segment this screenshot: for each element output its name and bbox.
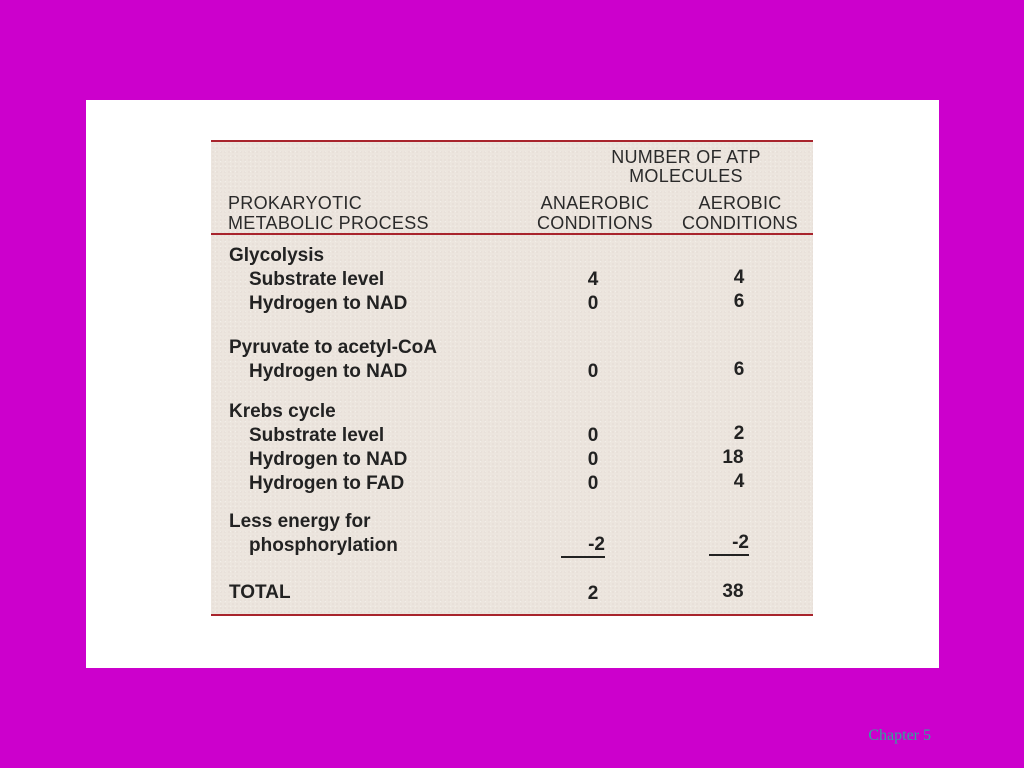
row-label-item: Hydrogen to FAD	[249, 473, 405, 494]
cell-aerobic: 2	[733, 423, 745, 444]
cell-aerobic-total: 38	[722, 581, 744, 602]
cell-anaerobic: 0	[587, 449, 599, 470]
cell-anaerobic-total: 2	[587, 583, 599, 604]
cell-aerobic: 6	[733, 291, 745, 312]
cell-anaerobic: 0	[587, 361, 599, 382]
cell-aerobic: -2	[709, 533, 749, 556]
row-label-section: Pyruvate to acetyl-CoA	[229, 337, 438, 358]
row-label-item: Hydrogen to NAD	[249, 293, 408, 314]
row-label-total: TOTAL	[229, 582, 291, 603]
cell-anaerobic: 0	[587, 425, 599, 446]
cell-anaerobic: -2	[561, 535, 605, 558]
row-label-section: Krebs cycle	[229, 401, 336, 422]
row-label-item: Hydrogen to NAD	[249, 449, 408, 470]
header-divider	[211, 233, 813, 235]
chapter-label: Chapter 5	[868, 727, 931, 744]
row-label-item: Substrate level	[249, 425, 385, 446]
header-anaerobic: ANAEROBIC CONDITIONS	[536, 193, 653, 233]
row-label-section: Glycolysis	[229, 245, 325, 266]
header-aerobic: AEROBIC CONDITIONS	[681, 193, 798, 233]
header-process: PROKARYOTIC METABOLIC PROCESS	[228, 193, 429, 233]
cell-anaerobic: 4	[587, 269, 599, 290]
cell-aerobic: 18	[722, 447, 744, 468]
cell-anaerobic: 0	[587, 473, 599, 494]
row-label-item: phosphorylation	[249, 535, 398, 556]
atp-table	[211, 140, 813, 616]
slide-content	[86, 100, 939, 668]
row-label-section: Less energy for	[229, 511, 371, 532]
cell-aerobic: 6	[733, 359, 745, 380]
row-label-item: Hydrogen to NAD	[249, 361, 408, 382]
cell-aerobic: 4	[733, 267, 745, 288]
cell-aerobic: 4	[733, 471, 745, 492]
row-label-item: Substrate level	[249, 269, 385, 290]
cell-anaerobic: 0	[587, 293, 599, 314]
header-group-atp: NUMBER OF ATP MOLECULES	[611, 147, 761, 186]
